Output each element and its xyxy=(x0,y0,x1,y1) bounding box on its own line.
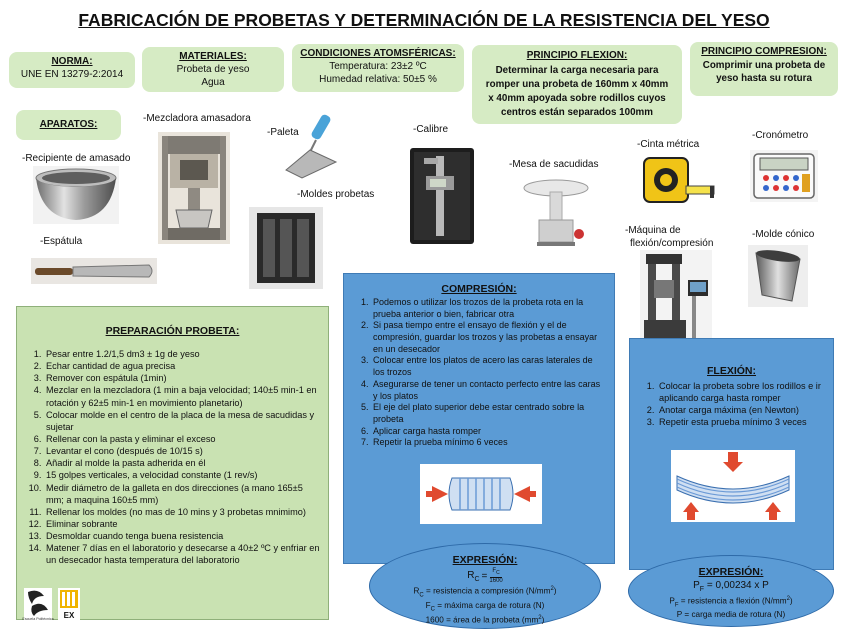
def-pf-sub: F xyxy=(674,601,679,608)
preparacion-step: 12. Eliminar sobrante xyxy=(44,518,320,530)
compresion-step: 5. El eje del plato superior debe estar centrado sobre la probeta xyxy=(371,402,606,425)
def-fc-sub: C xyxy=(430,606,435,613)
preparacion-step: 9. 15 golpes verticales, a velocidad constante (1 rev/s) xyxy=(44,469,320,481)
def-pf-close: ) xyxy=(789,596,793,606)
flex-formula-lhs-sub: F xyxy=(699,586,705,594)
molde-conico-image xyxy=(748,245,808,307)
label-maquina-1: -Máquina de xyxy=(625,225,681,236)
compresion-diagram xyxy=(420,464,542,524)
label-cinta: -Cinta métrica xyxy=(637,139,700,150)
preparacion-step: 1. Pesar entre 1.2/1,5 dm3 ± 1g de yeso xyxy=(44,348,320,360)
formula-num-sub: C xyxy=(496,570,500,577)
flex-formula-rhs: = 0,00234 x P xyxy=(704,580,769,592)
flexion-diagram xyxy=(671,450,795,522)
def-pf-text: = resistencia a flexión (N/mm xyxy=(678,596,787,606)
compresion-step: 1. Podemos o utilizar los trozos de la probeta rota en la prueba anterior o bien, fabricar otra xyxy=(371,297,606,320)
formula-lhs-sub: C xyxy=(474,575,480,583)
flex-formula-lhs: P xyxy=(693,580,700,592)
expresion-flexion-formula xyxy=(629,579,833,594)
page-title-text: FABRICACIÓN DE PROBETAS Y DETERMINACIÓN DE LA RESISTENCIA DEL YESO xyxy=(78,10,770,30)
def-area xyxy=(370,614,600,626)
paleta-image xyxy=(280,108,350,180)
condiciones-humedad: Humedad relativa: 50±5 % xyxy=(319,74,437,85)
def-p: P = carga media de rotura (N) xyxy=(676,610,786,620)
condiciones-box xyxy=(292,44,464,92)
compresion-step: 3. Colocar entre los platos de acero las caras laterales de los trozos xyxy=(371,355,606,378)
principio-flexion-heading: PRINCIPIO FLEXION: xyxy=(526,50,628,61)
page-title xyxy=(0,10,848,31)
formula-denominator: 1600 xyxy=(489,577,503,584)
preparacion-step: 3. Remover con espátula (1min) xyxy=(44,372,320,384)
def-rc-symbol: R xyxy=(413,587,420,597)
def-rc-close: ) xyxy=(553,587,557,597)
def-rc xyxy=(370,585,600,599)
label-maquina-2: flexión/compresión xyxy=(630,238,714,249)
def-area-close: ) xyxy=(541,615,545,625)
espatula-image xyxy=(31,258,157,284)
flexion-step: 3. Repetir esta prueba mínimo 3 veces xyxy=(657,416,825,428)
school-logo-text: Escuela Politécnica xyxy=(22,617,54,621)
label-mesa: -Mesa de sacudidas xyxy=(509,159,599,170)
preparacion-step: 4. Mezclar en la mezcladora (1 min a baja velocidad; 140±5 min-1 en rotación y 62±5 min-1 en movimiento planetario) xyxy=(44,384,320,408)
preparacion-steps xyxy=(25,348,320,567)
cinta-image xyxy=(640,152,716,206)
principio-flexion-box xyxy=(472,45,682,124)
def-rc-unit-sup: 2 xyxy=(550,586,554,593)
formula-numerator xyxy=(490,568,501,578)
flexion-steps xyxy=(638,380,825,429)
condiciones-heading: CONDICIONES ATOMSFÉRICAS: xyxy=(300,48,456,59)
flexion-heading: FLEXIÓN: xyxy=(707,365,756,377)
compresion-step: 4. Asegurarse de tener un contacto perfecto entre las caras y los platos xyxy=(371,379,606,402)
def-rc-sub: C xyxy=(419,592,424,599)
flexion-step: 2. Anotar carga máxima (en Newton) xyxy=(657,404,825,416)
preparacion-step: 8. Añadir al molde la pasta adherida en él xyxy=(44,457,320,469)
calibre-image xyxy=(410,148,474,244)
expresion-compresion-formula xyxy=(370,568,600,584)
norma-heading: NORMA: xyxy=(51,56,93,67)
label-calibre: -Calibre xyxy=(413,124,449,135)
materiales-heading: MATERIALES: xyxy=(179,51,247,62)
label-moldes: -Moldes probetas xyxy=(297,189,375,200)
moldes-image xyxy=(249,207,323,289)
condiciones-temperatura: Temperatura: 23±2 ºC xyxy=(329,61,427,72)
ex-logo-text: EX xyxy=(63,611,75,620)
preparacion-step: 11. Rellenar los moldes (no mas de 10 mins y 3 probetas mnimimo) xyxy=(44,506,320,518)
preparacion-heading: PREPARACIÓN PROBETA: xyxy=(105,325,240,337)
compresion-heading: COMPRESIÓN: xyxy=(441,283,517,295)
principio-compresion-heading: PRINCIPIO COMPRESION: xyxy=(701,46,827,57)
formula-equals: = xyxy=(481,570,488,582)
preparacion-step: 2. Echar cantidad de agua precisa xyxy=(44,360,320,372)
preparacion-step: 5. Colocar molde en el centro de la placa de la mesa de sacudidas y sujetar xyxy=(44,409,320,433)
label-espatula: -Espátula xyxy=(40,236,83,247)
preparacion-step: 10. Medir diámetro de la galleta en dos direcciones (a mano 165±5 mm; a maquina 160±5 mm) xyxy=(44,482,320,506)
norma-value: UNE EN 13279-2:2014 xyxy=(20,69,124,80)
preparacion-step: 7. Levantar el cono (después de 10/15 s) xyxy=(44,445,320,457)
def-rc-text: = resistencia a compresión (N/mm xyxy=(423,587,551,597)
def-fc xyxy=(370,600,600,614)
label-paleta: -Paleta xyxy=(267,127,299,138)
def-area-unit-sup: 2 xyxy=(538,614,542,621)
materiales-item-1: Probeta de yeso xyxy=(176,64,250,75)
expresion-compresion xyxy=(369,543,601,629)
label-molde-conico: -Molde cónico xyxy=(752,229,815,240)
preparacion-step: 6. Rellenar con la pasta y eliminar el exceso xyxy=(44,433,320,445)
mesa-image xyxy=(517,172,595,250)
def-pf-symbol: P xyxy=(669,596,675,606)
label-mezcladora: -Mezcladora amasadora xyxy=(143,113,251,124)
flexion-step: 1. Colocar la probeta sobre los rodillos e ir aplicando carga hasta romper xyxy=(657,380,825,404)
preparacion-step: 13. Desmoldar cuando tenga buena resistencia xyxy=(44,530,320,542)
recipiente-image xyxy=(33,166,119,224)
aparatos-heading: APARATOS: xyxy=(39,119,98,130)
formula-num-symbol: F xyxy=(492,568,497,575)
compresion-step: 2. Si pasa tiempo entre el ensayo de flexión y el de compresión, guardar los trozos y las probetas a ensayar en un desecador xyxy=(371,320,606,355)
formula-lhs xyxy=(467,569,479,584)
label-cronometro: -Cronómetro xyxy=(752,130,809,141)
def-pf-unit-sup: 2 xyxy=(786,595,790,602)
principio-compresion-box xyxy=(690,42,838,96)
def-area-text: 1600 = área de la probeta (mm xyxy=(425,615,539,625)
compresion-step: 6. Aplicar carga hasta romper xyxy=(371,426,606,438)
norma-box xyxy=(9,52,135,88)
preparacion-panel xyxy=(16,306,329,620)
maquina-image xyxy=(640,250,712,340)
principio-compresion-text: Comprimir una probeta de yeso hasta su rotura xyxy=(702,60,826,84)
expresion-flexion xyxy=(628,555,834,627)
def-pf xyxy=(629,595,833,609)
formula-lhs-symbol: R xyxy=(467,569,475,581)
mezcladora-image xyxy=(158,132,230,244)
aparatos-box xyxy=(16,110,121,140)
cronometro-image xyxy=(750,150,818,202)
ex-logo xyxy=(58,588,80,622)
materiales-box xyxy=(142,47,284,92)
formula-fraction xyxy=(489,568,502,584)
preparacion-step: 14. Matener 7 días en el laboratorio y desecarse a 40±2 ºC y enfriar en un desecador hasta temperatura del laboratorio xyxy=(44,542,320,566)
def-fc-text: = máxima carga de rotura (N) xyxy=(434,600,545,610)
def-fc-symbol: F xyxy=(425,600,431,610)
label-recipiente: -Recipiente de amasado xyxy=(22,153,131,164)
compresion-step: 7. Repetir la prueba mínimo 6 veces xyxy=(371,437,606,449)
expresion-flexion-heading: EXPRESIÓN: xyxy=(698,566,764,578)
principio-flexion-text: Determinar la carga necesaria para romper una probeta de 160mm x 40mm x 40mm apoyada sobre rodillos cuyos centros están separados 100mm xyxy=(485,65,669,118)
materiales-item-2: Agua xyxy=(201,77,225,88)
expresion-compresion-heading: EXPRESIÓN: xyxy=(452,554,518,566)
school-logo xyxy=(24,588,52,622)
compresion-steps xyxy=(352,297,606,449)
